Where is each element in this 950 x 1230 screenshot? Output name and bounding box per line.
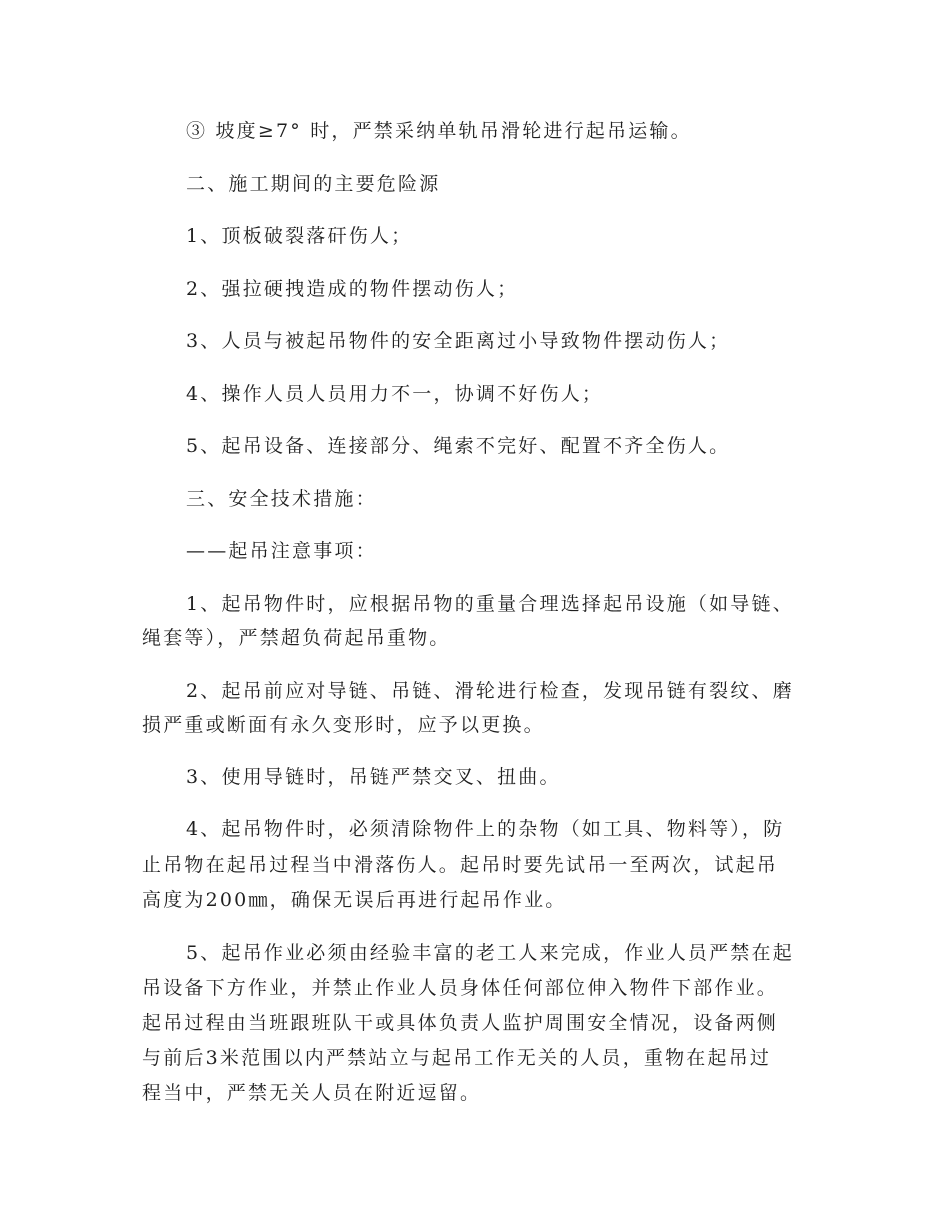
measure-4-line-2: 止吊物在起吊过程当中滑落伤人。起吊时要先试吊一至两次，试起吊 [142, 854, 779, 876]
section-heading-measures: 三、安全技术措施： [186, 488, 377, 510]
hazard-item-3: 3、人员与被起吊物件的安全距离过小导致物件摆动伤人； [186, 330, 731, 352]
measure-2-line-2: 损严重或断面有永久变形时，应予以更换。 [142, 714, 545, 736]
measure-4-line-1: 4、起吊物件时，必须清除物件上的杂物（如工具、物料等），防 [186, 818, 785, 840]
measure-5-line-3: 起吊过程由当班跟班队干或具体负责人监护周围安全情况，设备两侧 [142, 1012, 779, 1034]
measure-5-line-2: 吊设备下方作业，并禁止作业人员身体任何部位伸入物件下部作业。 [142, 977, 779, 999]
measure-5-line-1: 5、起吊作业必须由经验丰富的老工人来完成，作业人员严禁在起 [186, 942, 794, 964]
measure-3-line-1: 3、使用导链时，吊链严禁交叉、扭曲。 [186, 766, 561, 788]
measure-2-line-1: 2、起吊前应对导链、吊链、滑轮进行检查，发现吊链有裂纹、磨 [186, 680, 794, 702]
hazard-item-4: 4、操作人员人员用力不一，协调不好伤人； [186, 383, 604, 405]
measure-5-line-4: 与前后3米范围以内严禁站立与起吊工作无关的人员，重物在起吊过 [142, 1047, 772, 1069]
section-heading-hazards: 二、施工期间的主要危险源 [186, 173, 441, 195]
measure-1-line-2: 绳套等），严禁超负荷起吊重物。 [142, 627, 451, 649]
measure-5-line-5: 程当中，严禁无关人员在附近逗留。 [142, 1082, 482, 1104]
measure-4-line-3: 高度为200㎜，确保无误后再进行起吊作业。 [142, 889, 567, 911]
hazard-item-5: 5、起吊设备、连接部分、绳索不完好、配置不齐全伤人。 [186, 435, 731, 457]
hazard-item-1: 1、顶板破裂落矸伤人； [186, 225, 413, 247]
hazard-item-2: 2、强拉硬拽造成的物件摆动伤人； [186, 278, 519, 300]
measure-1-line-1: 1、起吊物件时，应根据吊物的重量合理选择起吊设施（如导链、 [186, 593, 794, 615]
subheading-lifting-notes: ——起吊注意事项： [186, 540, 377, 562]
text-line-slope-rule: ③ 坡度≥7° 时，严禁采纳单轨吊滑轮进行起吊运输。 [186, 120, 692, 142]
